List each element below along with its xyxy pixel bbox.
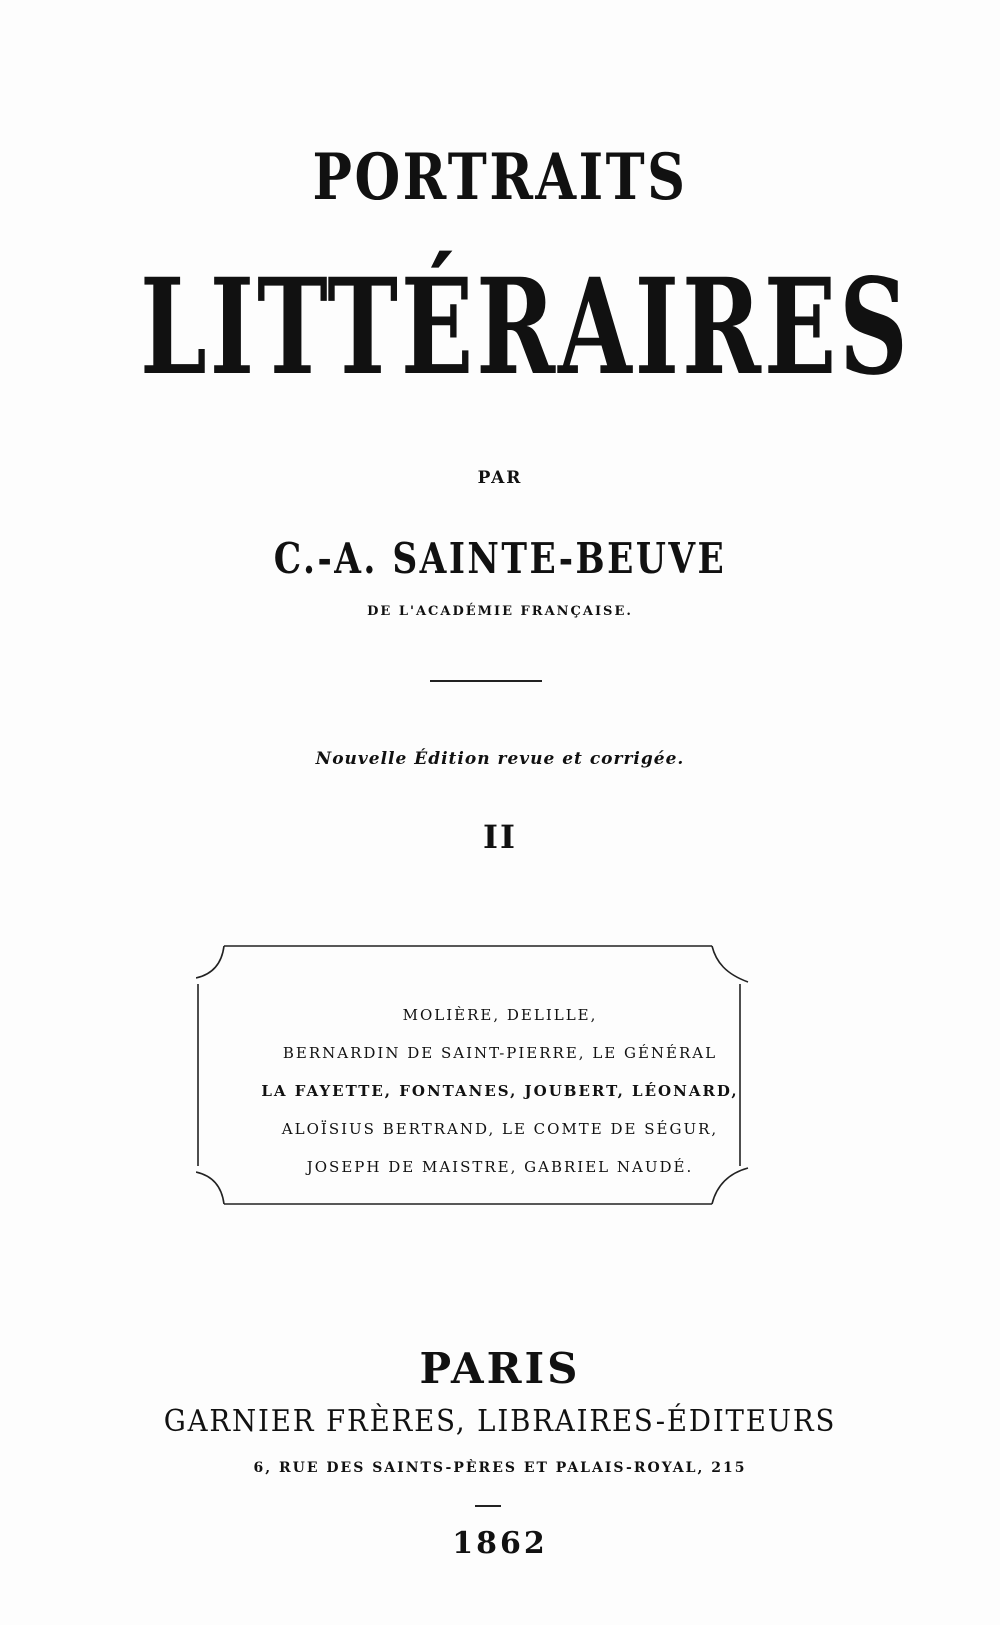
author-affiliation: DE L'ACADÉMIE FRANÇAISE. — [367, 604, 633, 619]
imprint-city: PARIS — [419, 1344, 581, 1393]
title-line-1: PORTRAITS — [312, 140, 688, 215]
divider-rule — [430, 680, 542, 682]
contents-line: ALOÏSIUS BERTRAND, LE COMTE DE SÉGUR, — [281, 1120, 719, 1138]
contents-line: MOLIÈRE, DELILLE, — [402, 1006, 598, 1024]
byline-par: PAR — [477, 468, 523, 488]
author-name: C.-A. SAINTE-BEUVE — [273, 534, 727, 583]
imprint-publisher: GARNIER FRÈRES, LIBRAIRES-ÉDITEURS — [163, 1404, 837, 1439]
contents-line: JOSEPH DE MAISTRE, GABRIEL NAUDÉ. — [306, 1158, 694, 1176]
imprint-year: 1862 — [452, 1526, 548, 1561]
imprint-address: 6, RUE DES SAINTS-PÈRES ET PALAIS-ROYAL, 215 — [253, 1460, 747, 1476]
imprint-divider — [475, 1505, 501, 1507]
edition-note: Nouvelle Édition revue et corrigée. — [315, 749, 685, 769]
title-line-2: LITTÉRAIRES — [140, 250, 911, 405]
volume-number: II — [483, 818, 517, 856]
contents-line: BERNARDIN DE SAINT-PIERRE, LE GÉNÉRAL — [282, 1044, 718, 1062]
contents-line: LA FAYETTE, FONTANES, JOUBERT, LÉONARD, — [261, 1082, 739, 1100]
